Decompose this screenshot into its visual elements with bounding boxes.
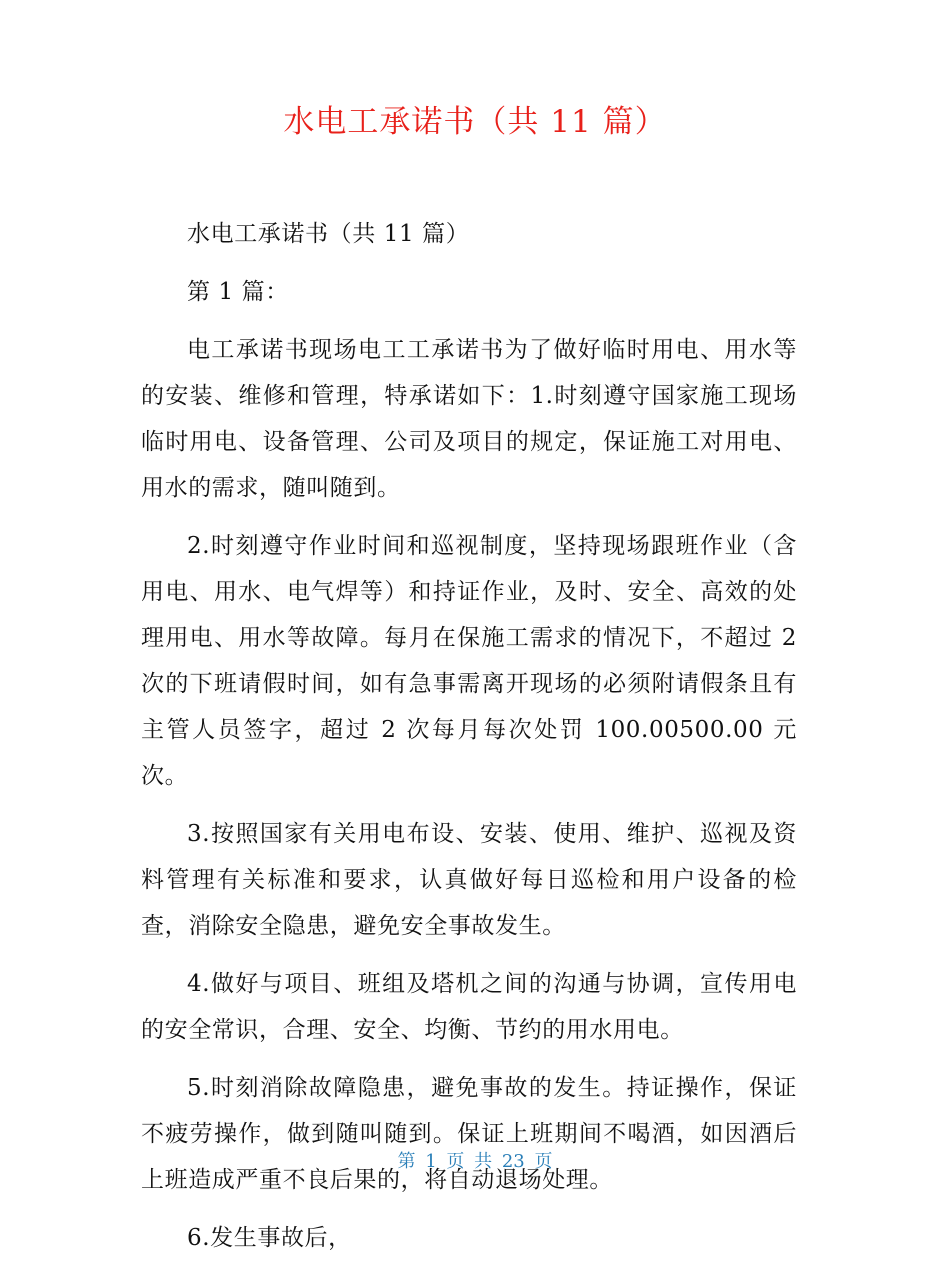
paragraph: 4.做好与项目、班组及塔机之间的沟通与协调，宣传用电的安全常识，合理、安全、均衡、节约的用水用电。 xyxy=(141,971,797,1043)
paragraph-subtitle: 水电工承诺书（共 11 篇） xyxy=(187,221,470,247)
paragraph: 2.时刻遵守作业时间和巡视制度，坚持现场跟班作业（含用电、用水、电气焊等）和持证作业，及时、安全、高效的处理用电、用水等故障。每月在保施工需求的情况下，不超过 2 次的下班请假时间，如有急事需离开现场的必须附请假条且有主管人员签字，超过 2 次每月每次处罚 100.00500.00 元次。 xyxy=(141,533,797,789)
document-body xyxy=(141,211,797,1273)
page-number-footer: 第 1 页 共 23 页 xyxy=(397,1151,553,1172)
paragraph-section-heading: 第 1 篇： xyxy=(187,279,289,305)
paragraph: 5.时刻消除故障隐患，避免事故的发生。持证操作，保证不疲劳操作，做到随叫随到。保证上班期间不喝酒，如因酒后上班造成严重不良后果的，将自动退场处理。 xyxy=(141,1075,797,1193)
document-title: 水电工承诺书（共 11 篇） xyxy=(283,104,667,140)
paragraph: 电工承诺书现场电工工承诺书为了做好临时用电、用水等的安装、维修和管理，特承诺如下：1.时刻遵守国家施工现场临时用电、设备管理、公司及项目的规定，保证施工对用电、用水的需求，随叫随到。 xyxy=(141,337,797,501)
paragraph: 6.发生事故后， xyxy=(187,1225,352,1251)
paragraph: 3.按照国家有关用电布设、安装、使用、维护、巡视及资料管理有关标准和要求，认真做好每日巡检和用户设备的检查，消除安全隐患，避免安全事故发生。 xyxy=(141,821,797,939)
